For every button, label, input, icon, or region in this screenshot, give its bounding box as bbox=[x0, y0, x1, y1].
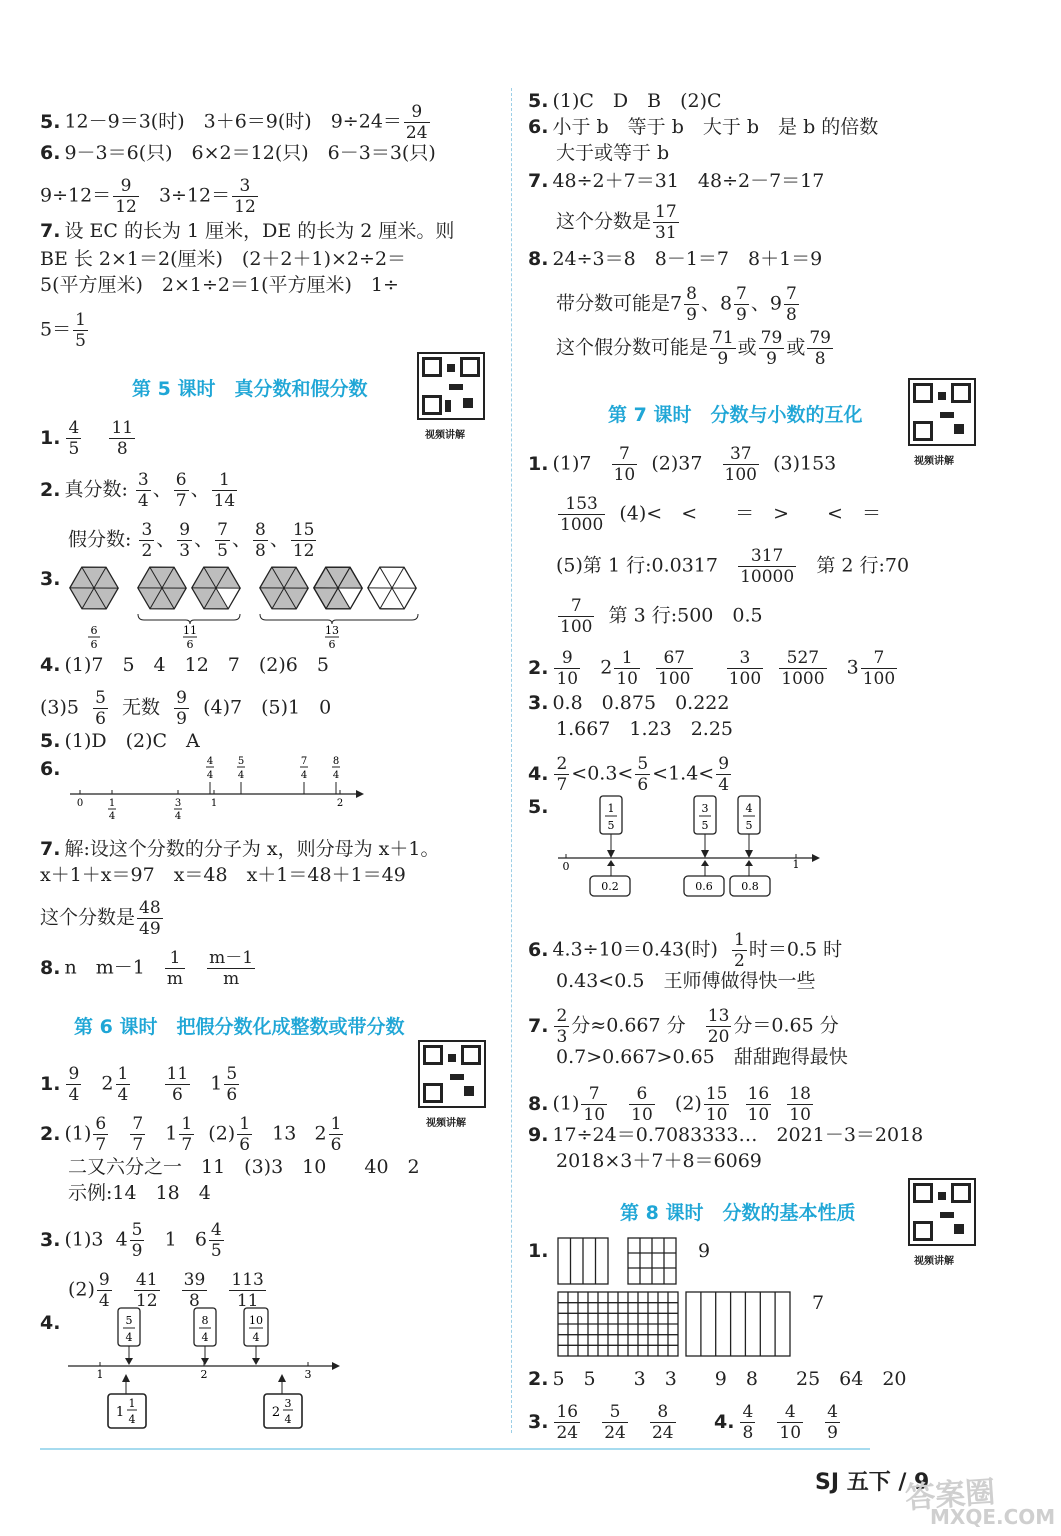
qr-caption: 视频讲解 bbox=[426, 1118, 466, 1129]
svg-text:6: 6 bbox=[90, 638, 98, 650]
svg-text:5: 5 bbox=[125, 1314, 133, 1327]
left-q7: 7. 设 EC 的长为 1 厘米，DE 的长为 2 厘米。则 bbox=[40, 220, 455, 242]
svg-text:1: 1 bbox=[210, 798, 218, 809]
watermark-url: MXQE.COM bbox=[930, 1505, 1056, 1529]
hex-label-2: 11 bbox=[183, 624, 197, 637]
svg-text:1: 1 bbox=[607, 802, 615, 815]
left-q6: 6. 9－3＝6(只) 6×2＝12(只) 6－3＝3(只) bbox=[40, 142, 436, 164]
s7-q9: 9. 17÷24＝0.7083333… 2021－3＝2018 bbox=[528, 1124, 924, 1146]
section-title-5: 第 5 课时 真分数和假分数 bbox=[132, 378, 368, 400]
svg-text:0.8: 0.8 bbox=[741, 880, 759, 893]
right-q5: 5. (1)C D B (2)C bbox=[528, 90, 722, 112]
svg-text:4: 4 bbox=[332, 770, 340, 781]
svg-text:4: 4 bbox=[206, 756, 214, 767]
s5-q6: 6. bbox=[40, 758, 61, 780]
s8-q1-b: 7 bbox=[812, 1292, 825, 1314]
column-divider bbox=[511, 88, 512, 1433]
s5-q4: 4. (1)7 5 4 12 7 (2)6 5 bbox=[40, 654, 329, 676]
svg-text:0: 0 bbox=[76, 798, 84, 809]
hexagon-figures bbox=[66, 560, 426, 650]
s7-q1-line3: (5)第 1 行:0.0317 $\frac{317}{10000}$ 第 2 行:70 bbox=[556, 546, 910, 587]
svg-text:2: 2 bbox=[271, 1405, 281, 1420]
svg-text:4: 4 bbox=[252, 1331, 260, 1344]
watermark-logo: 答案圈 bbox=[904, 1474, 997, 1517]
s8-q3: 3. $\frac{16}{24}$ $\frac{5}{24}$ $\frac{8}{24}$ bbox=[528, 1402, 674, 1443]
s6-q3-line2: (2) $\frac{9}{4}$ $\frac{41}{12}$ $\frac{39}{8}$ $\frac{113}{11}$ bbox=[68, 1270, 264, 1311]
s7-q5: 5. bbox=[528, 796, 549, 818]
right-q6: 6. 小于 b 等于 b 大于 b 是 b 的倍数 bbox=[528, 116, 879, 138]
s7-q2: 2. $\frac{9}{10}$ 2 $\frac{1}{10}$ $\frac{67}{100}$ $\frac{3}{100}$ $\frac{527}{1000}$ 3 $\frac{7}{100}$ bbox=[528, 648, 896, 689]
number-line-s6 bbox=[64, 1302, 354, 1442]
s6-q4: 4. bbox=[40, 1312, 61, 1334]
s7-q7-line2: 0.7>0.667>0.65 甜甜跑得最快 bbox=[556, 1046, 848, 1068]
svg-text:7: 7 bbox=[300, 756, 308, 767]
hex-label-1: 6 bbox=[90, 624, 98, 637]
s5-q7: 7. 解:设这个分数的分子为 x，则分母为 x＋1。 bbox=[40, 838, 440, 860]
section-title-7: 第 7 课时 分数与小数的互化 bbox=[608, 404, 863, 426]
s6-q3: 3. (1)3 4 $\frac{5}{9}$ 1 6 $\frac{4}{5}$ bbox=[40, 1220, 222, 1261]
right-q7: 7. 48÷2＋7＝31 48÷2－7＝17 bbox=[528, 170, 825, 192]
right-q8: 8. 24÷3＝8 8－1＝7 8＋1＝9 bbox=[528, 248, 823, 270]
s5-q8: 8. n m－1 $\frac{1}{m}$ $\frac{m-1}{m}$ bbox=[40, 948, 254, 989]
svg-text:4: 4 bbox=[108, 811, 116, 822]
s6-q2: 2. (1) $\frac{6}{7}$ $\frac{7}{7}$ 1 $\frac{1}{7}$ (2) $\frac{1}{6}$ 13 2 $\frac{1}{6}$ bbox=[40, 1114, 342, 1155]
s5-q2-improper: 假分数: $\frac{3}{2}$ 、 $\frac{9}{3}$ 、 $\frac{7}{5}$ 、 $\frac{8}{8}$ 、 $\frac{15}{12}$ bbox=[68, 520, 315, 561]
section-title-8: 第 8 课时 分数的基本性质 bbox=[620, 1202, 856, 1224]
svg-text:4: 4 bbox=[237, 770, 245, 781]
svg-text:4: 4 bbox=[284, 1413, 292, 1426]
s7-q6: 6. 4.3÷10＝0.43(时) $\frac{1}{2}$ 时＝0.5 时 bbox=[528, 930, 843, 971]
qr-code-icon[interactable] bbox=[908, 1178, 976, 1246]
s7-q9-line2: 2018×3＋7＋8＝6069 bbox=[556, 1150, 762, 1172]
s5-q7-line3: 这个分数是 $\frac{48}{49}$ bbox=[40, 898, 161, 939]
svg-text:1: 1 bbox=[96, 1368, 104, 1381]
svg-text:4: 4 bbox=[128, 1413, 136, 1426]
qr-caption: 视频讲解 bbox=[914, 456, 954, 467]
hex-filled-3 bbox=[186, 560, 246, 619]
s8-q1: 1. bbox=[528, 1240, 549, 1262]
right-q6-line2: 大于或等于 b bbox=[556, 142, 670, 164]
left-q5: 5. 12－9＝3(时) 3＋6＝9(时) 9÷24＝ $\frac{9}{24}$ bbox=[40, 102, 428, 143]
left-q6-line2: 9÷12＝ $\frac{9}{12}$ 3÷12＝ $\frac{3}{12}$ bbox=[40, 176, 256, 217]
svg-text:10: 10 bbox=[249, 1314, 263, 1327]
svg-text:2: 2 bbox=[200, 1368, 208, 1381]
svg-text:1: 1 bbox=[115, 1405, 125, 1420]
qr-code-icon[interactable] bbox=[418, 1040, 486, 1108]
s5-q4-line2: (3)5 $\frac{5}{6}$ 无数 $\frac{9}{9}$ (4)7 (5)1 0 bbox=[40, 688, 332, 729]
number-line-s5 bbox=[64, 756, 364, 832]
s5-q2-proper: 2. 真分数: $\frac{3}{4}$ 、 $\frac{6}{7}$ 、 $\frac{1}{14}$ bbox=[40, 470, 236, 511]
svg-text:4: 4 bbox=[300, 770, 308, 781]
left-q7-line4: 5＝ $\frac{1}{5}$ bbox=[40, 310, 86, 351]
s7-q8: 8. (1) $\frac{7}{10}$ $\frac{6}{10}$ (2) $\frac{15}{10}$ $\frac{16}{10}$ $\frac{18}{10}$ bbox=[528, 1084, 811, 1125]
svg-text:8: 8 bbox=[201, 1314, 209, 1327]
s7-q7: 7. $\frac{2}{3}$ 分≈0.667 分 $\frac{13}{20}$ 分＝0.65 分 bbox=[528, 1006, 839, 1047]
svg-text:0.6: 0.6 bbox=[695, 880, 713, 893]
svg-text:0: 0 bbox=[562, 860, 570, 873]
right-q8-line2: 带分数可能是7 $\frac{8}{9}$ 、8 $\frac{7}{9}$ 、9 $\frac{7}{8}$ bbox=[556, 284, 797, 325]
svg-text:1: 1 bbox=[108, 798, 116, 809]
svg-text:5: 5 bbox=[607, 819, 615, 832]
s7-q6-line2: 0.43<0.5 王师傅做得快一些 bbox=[556, 970, 816, 992]
hex-filled-2 bbox=[132, 560, 192, 619]
svg-text:1: 1 bbox=[792, 858, 800, 871]
svg-text:6: 6 bbox=[328, 638, 336, 650]
s6-q2-line3: 示例:14 18 4 bbox=[68, 1182, 211, 1204]
svg-text:3: 3 bbox=[174, 798, 182, 809]
svg-text:3: 3 bbox=[701, 802, 709, 815]
s5-q7-line2: x＋1＋x＝97 x＝48 x＋1＝48＋1＝49 bbox=[40, 864, 406, 886]
svg-text:4: 4 bbox=[174, 811, 182, 822]
s7-q3-line2: 1.667 1.23 2.25 bbox=[556, 718, 734, 740]
left-q7-line2: BE 长 2×1＝2(厘米) (2＋2＋1)×2÷2＝ bbox=[40, 248, 407, 270]
s7-q3: 3. 0.8 0.875 0.222 bbox=[528, 692, 730, 714]
number-line-s7 bbox=[552, 792, 852, 916]
svg-text:1: 1 bbox=[128, 1397, 136, 1410]
s6-q2-line2: 二又六分之一 11 (3)3 10 40 2 bbox=[68, 1156, 420, 1178]
svg-text:8: 8 bbox=[332, 756, 340, 767]
svg-text:4: 4 bbox=[125, 1331, 133, 1344]
svg-text:5: 5 bbox=[237, 756, 245, 767]
qr-code-icon[interactable] bbox=[908, 378, 976, 446]
svg-text:4: 4 bbox=[201, 1331, 209, 1344]
left-q7-line3: 5(平方厘米) 2×1÷2＝1(平方厘米) 1÷ bbox=[40, 274, 399, 296]
qr-code-icon[interactable] bbox=[417, 352, 485, 420]
s5-q5: 5. (1)D (2)C A bbox=[40, 730, 200, 752]
svg-text:6: 6 bbox=[186, 638, 194, 650]
s5-q3: 3. bbox=[40, 568, 61, 590]
grid-figures bbox=[556, 1236, 806, 1366]
s7-q1-line4: $\frac{7}{100}$ 第 3 行:500 0.5 bbox=[560, 596, 763, 637]
svg-text:3: 3 bbox=[284, 1397, 292, 1410]
qr-caption: 视频讲解 bbox=[914, 1256, 954, 1267]
svg-text:0.2: 0.2 bbox=[601, 880, 619, 893]
s6-q1: 1. $\frac{9}{4}$ 2 $\frac{1}{4}$ $\frac{11}{6}$ 1 $\frac{5}{6}$ bbox=[40, 1064, 238, 1105]
s5-q1: 1. $\frac{4}{5}$ $\frac{11}{8}$ bbox=[40, 418, 134, 459]
svg-text:4: 4 bbox=[745, 802, 753, 815]
s8-q1-a: 9 bbox=[698, 1240, 711, 1262]
svg-text:4: 4 bbox=[206, 770, 214, 781]
page-footer: SJ 五下 / 9 bbox=[815, 1470, 930, 1495]
section-title-6: 第 6 课时 把假分数化成整数或带分数 bbox=[74, 1016, 405, 1038]
s7-q1: 1. (1)7 $\frac{7}{10}$ (2)37 $\frac{37}{100}$ (3)153 bbox=[528, 444, 837, 485]
hex-filled-4 bbox=[254, 560, 314, 619]
fraction: $\frac{9}{24}$ bbox=[405, 102, 428, 143]
s7-q4: 4. $\frac{2}{7}$ <0.3< $\frac{5}{6}$ <1.4< $\frac{9}{4}$ bbox=[528, 754, 730, 795]
qr-caption: 视频讲解 bbox=[425, 430, 465, 441]
right-q8-line3: 这个假分数可能是 $\frac{71}{9}$ 或 $\frac{79}{9}$ 或 $\frac{79}{8}$ bbox=[556, 328, 831, 369]
hex-label-3: 13 bbox=[325, 624, 339, 637]
svg-text:2: 2 bbox=[336, 798, 344, 809]
footer-rule bbox=[40, 1448, 870, 1450]
svg-text:3: 3 bbox=[304, 1368, 312, 1381]
svg-text:5: 5 bbox=[701, 819, 709, 832]
svg-text:5: 5 bbox=[745, 819, 753, 832]
s7-q1-line2: $\frac{153}{1000}$ (4)< < ＝ > < ＝ bbox=[560, 494, 881, 535]
right-q7-line2: 这个分数是 $\frac{17}{31}$ bbox=[556, 202, 677, 243]
hex-filled-1 bbox=[66, 560, 124, 619]
s8-q4: 4. $\frac{4}{8}$ $\frac{4}{10}$ $\frac{4}{9}$ bbox=[714, 1402, 838, 1443]
s8-q2: 2. 5 5 3 3 9 8 25 64 20 bbox=[528, 1368, 907, 1390]
